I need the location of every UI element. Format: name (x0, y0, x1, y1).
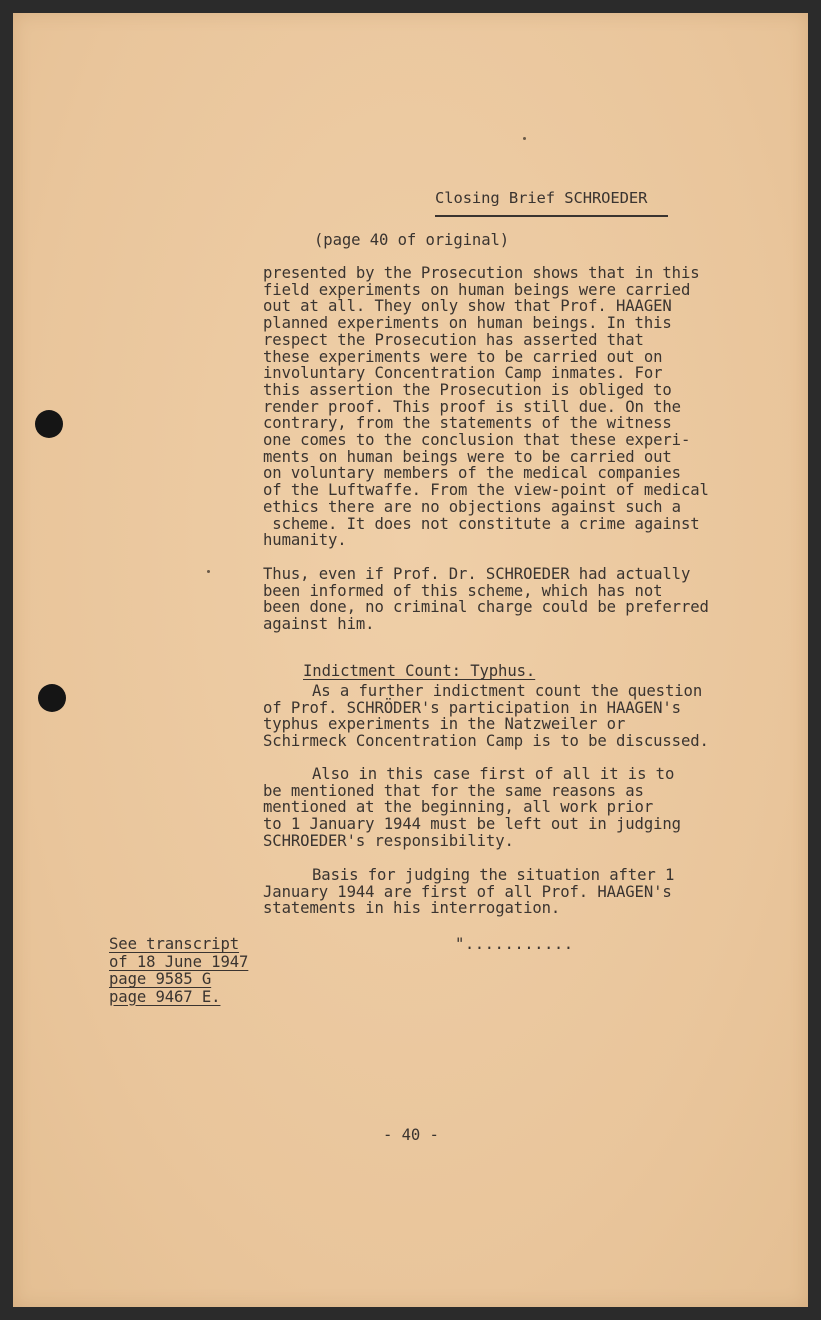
paper-speck (207, 570, 210, 573)
page-number: - 40 - (383, 1126, 439, 1144)
text-line: respect the Prosecution has asserted that (263, 330, 644, 349)
text-line: January 1944 are first of all Prof. HAAGEN's (263, 882, 672, 901)
text-line: As a further indictment count the question (312, 682, 703, 700)
text-line: page 9467 E. (109, 987, 221, 1006)
paragraph-prosecution-evidence (263, 265, 709, 549)
text-line: typhus experiments in the Natzweiler or (263, 715, 626, 734)
document-page (13, 13, 808, 1307)
text-line: ments on human beings were to be carried out (263, 447, 672, 466)
text-line: scheme. It does not constitute a crime against (263, 514, 700, 533)
text-line: Schirmeck Concentration Camp is to be discussed. (263, 732, 709, 751)
text-line: on voluntary members of the medical companies (263, 464, 681, 483)
original-page-reference: (page 40 of original) (314, 231, 510, 249)
document-title: Closing Brief SCHROEDER (435, 189, 648, 207)
text-line: been informed of this scheme, which has not (263, 581, 663, 600)
text-line: been done, no criminal charge could be preferred (263, 598, 709, 617)
text-line: these experiments were to be carried out on (263, 347, 663, 366)
text-line: one comes to the conclusion that these experi- (263, 431, 691, 450)
paragraph-no-criminal-charge (263, 566, 709, 633)
section-heading-typhus: Indictment Count: Typhus. (303, 662, 536, 680)
text-line: of 18 June 1947 (109, 952, 249, 971)
text-line: ethics there are no objections against such a (263, 497, 681, 516)
quotation-ellipsis: "........... (455, 935, 574, 953)
punch-hole-upper (35, 410, 63, 438)
paragraph-work-prior-1944 (263, 766, 681, 850)
paper-speck (523, 137, 526, 140)
text-line: See transcript (109, 935, 240, 953)
margin-note-transcript-reference (109, 936, 248, 1006)
text-line: statements in his interrogation. (263, 899, 561, 918)
text-line: out at all. They only show that Prof. HAAGEN (263, 297, 672, 316)
text-line: to 1 January 1944 must be left out in judging (263, 815, 681, 834)
text-line: this assertion the Prosecution is obliged to (263, 380, 672, 399)
text-line: involuntary Concentration Camp inmates. For (263, 364, 663, 383)
paragraph-typhus-question (263, 683, 709, 750)
punch-hole-lower (38, 684, 66, 712)
text-line: field experiments on human beings were carried (263, 280, 691, 299)
text-line: page 9585 G (109, 970, 212, 988)
text-line: contrary, from the statements of the witness (263, 414, 672, 433)
text-line: SCHROEDER's responsibility. (263, 831, 514, 850)
title-underline (435, 215, 668, 217)
paragraph-basis-for-judging (263, 867, 674, 917)
text-line: render proof. This proof is still due. On the (263, 397, 681, 416)
text-line: humanity. (263, 531, 347, 550)
text-line: planned experiments on human beings. In this (263, 314, 672, 333)
text-line: be mentioned that for the same reasons as (263, 781, 644, 800)
text-line: of the Luftwaffe. From the view-point of medical (263, 481, 709, 500)
text-line: Also in this case first of all it is to (312, 765, 675, 783)
text-line: mentioned at the beginning, all work prior (263, 798, 654, 817)
text-line: presented by the Prosecution shows that in this (263, 264, 700, 282)
text-line: against him. (263, 615, 375, 634)
text-line: Thus, even if Prof. Dr. SCHROEDER had actually (263, 565, 691, 583)
text-line: Basis for judging the situation after 1 (312, 866, 675, 884)
text-line: of Prof. SCHRÖDER's participation in HAAGEN's (263, 698, 681, 717)
